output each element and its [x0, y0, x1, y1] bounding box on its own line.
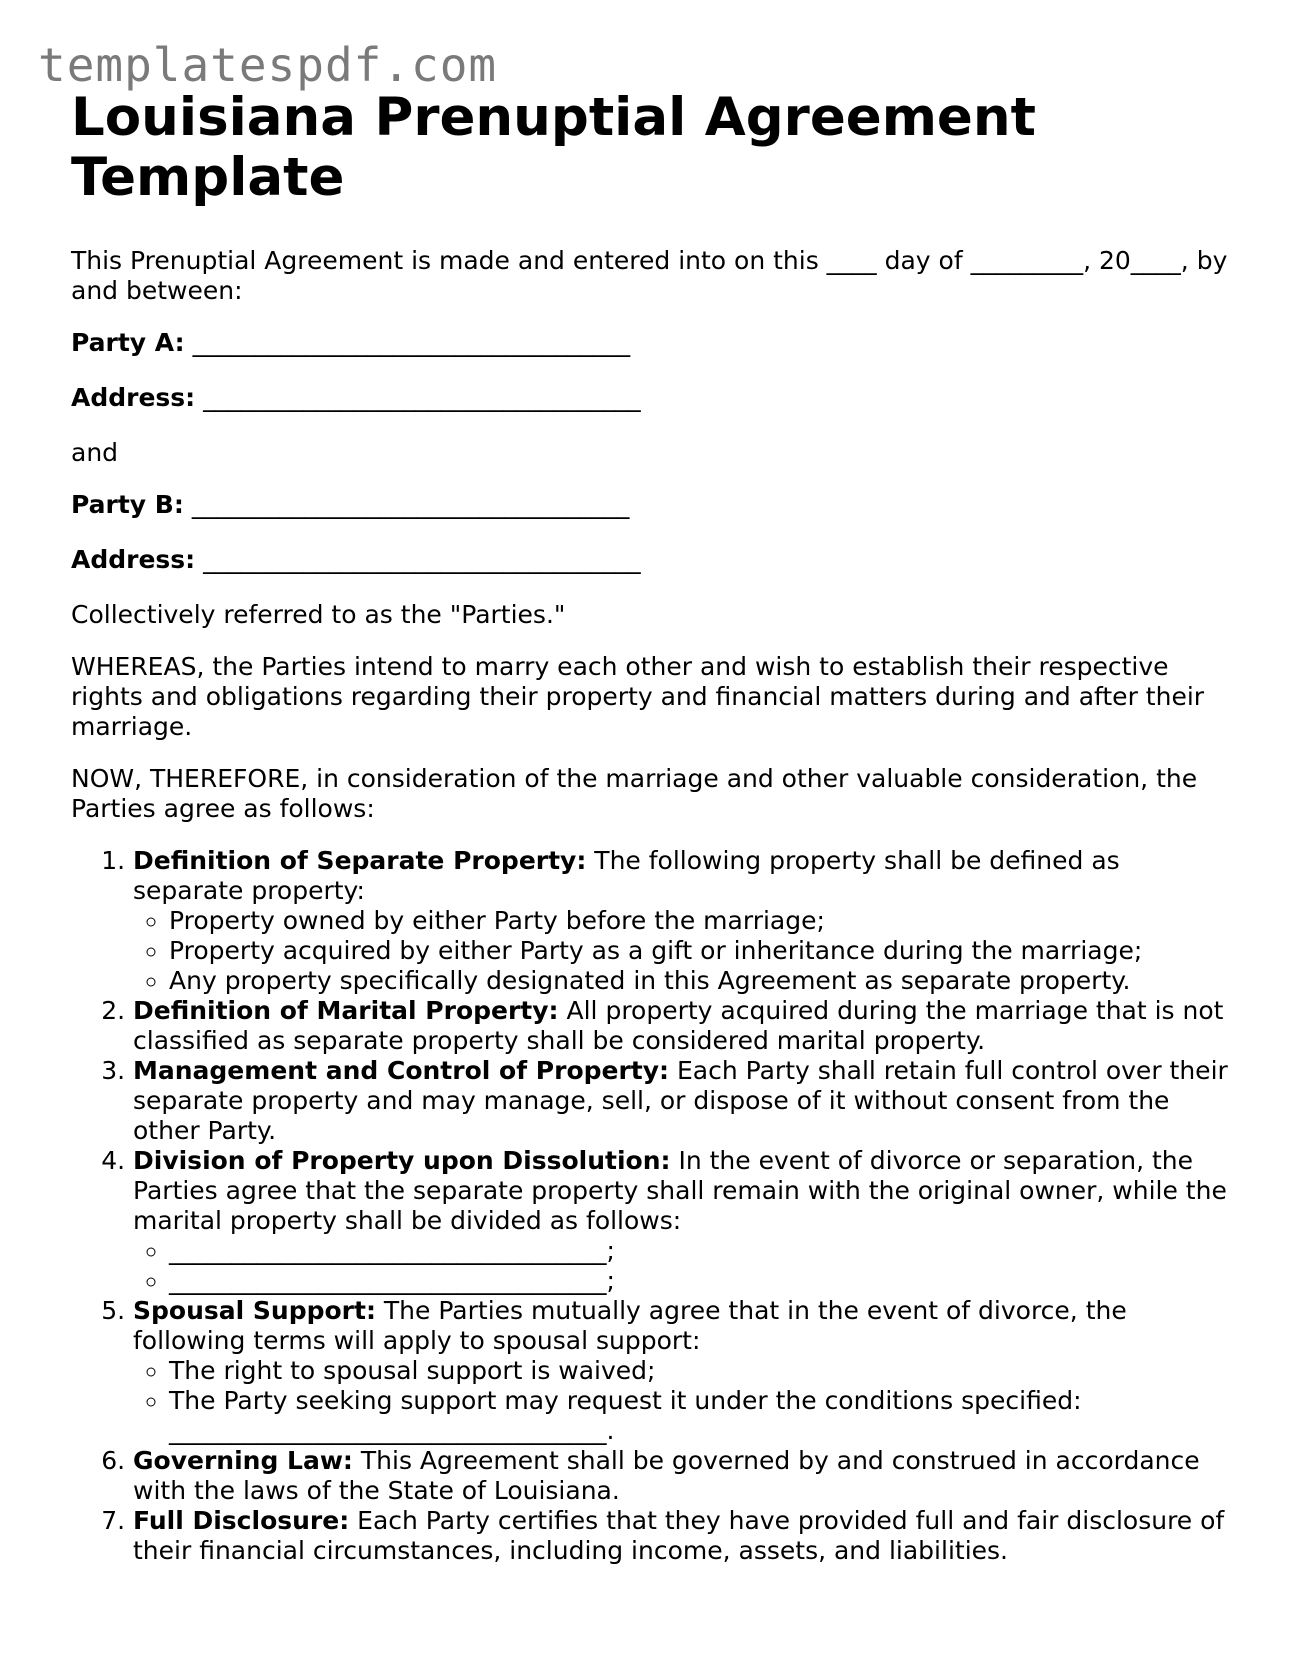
document-title: [71, 88, 1231, 208]
clause-subitems: [133, 1356, 1231, 1446]
clause-text: Each Party shall retain full control over their separate property and may manage, sell, or dispose of it without consent from the other Party.: [133, 1056, 1228, 1145]
clause-item: [133, 846, 1231, 996]
address-b-blank: ___________________________________: [203, 545, 641, 574]
clause-item: [133, 1056, 1231, 1146]
now-therefore-paragraph: NOW, THEREFORE, in consideration of the marriage and other valuable consideration, the Parties agree as follows:: [71, 764, 1198, 823]
clause-heading: Spousal Support:: [133, 1296, 376, 1325]
clause-text: The Parties mutually agree that in the event of divorce, the following terms will apply to spousal support:: [133, 1296, 1127, 1355]
clause-heading: Definition of Marital Property:: [133, 996, 559, 1025]
subitem: ◦ Property owned by either Party before the marriage;: [169, 906, 1231, 936]
document-body: [71, 88, 1231, 1566]
clause-text: All property acquired during the marriage that is not classified as separate property shall be considered marital property.: [133, 996, 1224, 1055]
subitem: ◦ The right to spousal support is waived;: [169, 1356, 1231, 1386]
clause-text: The following property shall be defined as separate property:: [133, 846, 1120, 905]
address-a-field: [71, 383, 1231, 413]
watermark-text: templatespdf.com: [38, 38, 498, 92]
and-text: and: [71, 438, 119, 467]
subitem: ◦ ___________________________________;: [169, 1266, 1231, 1296]
whereas-paragraph: WHEREAS, the Parties intend to marry each other and wish to establish their respective rights and obligations regarding their property and financial matters during and after their marriage.: [71, 652, 1205, 741]
clause-heading: Governing Law:: [133, 1446, 353, 1475]
clause-heading: Division of Property upon Dissolution:: [133, 1146, 671, 1175]
clause-item: [133, 1146, 1231, 1296]
clauses-list: [71, 846, 1231, 1566]
clause-heading: Full Disclosure:: [133, 1506, 350, 1535]
collectively-paragraph: Collectively referred to as the "Parties.": [71, 600, 566, 629]
clause-text: This Agreement shall be governed by and construed in accordance with the laws of the State of Louisiana.: [133, 1446, 1200, 1505]
subitem: ◦ The Party seeking support may request it under the conditions specified: ___________________________________.: [169, 1386, 1231, 1446]
party-b-label: Party B:: [71, 490, 184, 519]
clause-item: [133, 996, 1231, 1056]
intro-paragraph: This Prenuptial Agreement is made and entered into on this ____ day of _________, 20____, by and between:: [71, 246, 1228, 305]
party-b-blank: ___________________________________: [191, 490, 630, 519]
address-b-field: [71, 545, 1231, 575]
party-b-field: [71, 490, 1231, 520]
clause-heading: Management and Control of Property:: [133, 1056, 670, 1085]
clause-item: [133, 1506, 1231, 1566]
clause-text: In the event of divorce or separation, the Parties agree that the separate property shall remain with the original owner, while the marital property shall be divided as follows:: [133, 1146, 1227, 1235]
party-a-field: [71, 328, 1231, 358]
clause-subitems: [133, 906, 1231, 996]
clause-heading: Definition of Separate Property:: [133, 846, 587, 875]
party-a-label: Party A:: [71, 328, 185, 357]
subitem: ◦ ___________________________________;: [169, 1236, 1231, 1266]
party-a-blank: ___________________________________: [192, 328, 631, 357]
subitem: ◦ Any property specifically designated in this Agreement as separate property.: [169, 966, 1231, 996]
clause-item: [133, 1296, 1231, 1446]
address-a-blank: ___________________________________: [203, 383, 641, 412]
clause-subitems: [133, 1236, 1231, 1296]
subitem: ◦ Property acquired by either Party as a gift or inheritance during the marriage;: [169, 936, 1231, 966]
clause-item: [133, 1446, 1231, 1506]
title-line-2: Template: [71, 147, 345, 208]
title-line-1: Louisiana Prenuptial Agreement: [71, 87, 1036, 148]
address-a-label: Address:: [71, 383, 196, 412]
clause-text: Each Party certifies that they have provided full and fair disclosure of their financial circumstances, including income, assets, and liabilities.: [133, 1506, 1225, 1565]
address-b-label: Address:: [71, 545, 196, 574]
